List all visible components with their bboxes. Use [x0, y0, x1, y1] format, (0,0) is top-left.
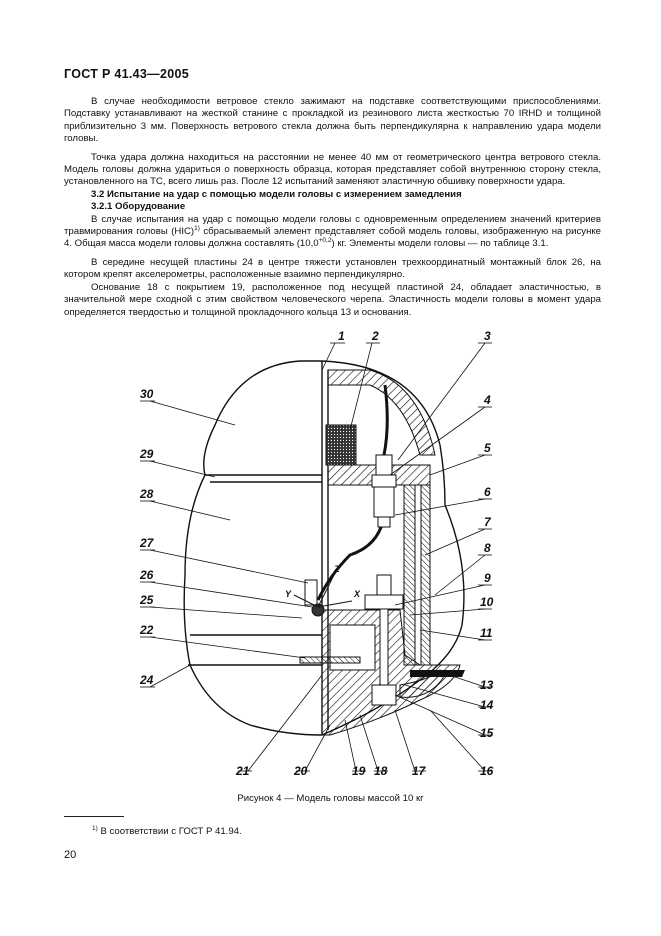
section-heading: 3.2 Испытание на удар с помощью модели головы с измерением замедления: [91, 188, 462, 200]
part-label: 3: [484, 329, 491, 343]
axis-x-label: X: [354, 589, 361, 599]
part-label: 8: [484, 541, 491, 555]
part-label: 4: [484, 393, 491, 407]
part-label: 25: [140, 593, 154, 607]
axis-y-label: Y: [285, 589, 292, 599]
leader-lines: [140, 343, 492, 771]
paragraph: Основание 18 с покрытием 19, расположенное под несущей пластиной 24, обладает эластичностью, в значительной мере сходной с этим свойством человеческого черепа. Эластичность модели головы в момент удара определяется твердостью и толщиной прокладочного кольца 13 и основания.: [64, 281, 601, 318]
part-label: 20: [294, 764, 308, 778]
part-label: 6: [484, 485, 491, 499]
part-label: 1: [338, 329, 345, 343]
carrier-plate: [300, 657, 360, 663]
part-label: 21: [236, 764, 250, 778]
paragraph: В случае необходимости ветровое стекло зажимают на подставке соответствующими приспособлениями. Подставку устанавливают на жесткой станине с прокладкой из резинового листа жесткостью 70 IRHD и толщиной приблизительно 3 мм. Поверхность ветрового стекла должна быть перпендикулярна к направлению удара модели головы.: [64, 96, 601, 145]
figure-caption: Рисунок 4 — Модель головы массой 10 кг: [237, 793, 424, 804]
part-label: 18: [374, 764, 388, 778]
part-label: 27: [140, 536, 154, 550]
part-label: 2: [372, 329, 379, 343]
part-label: 10: [480, 595, 494, 609]
mounting-block: [305, 580, 324, 616]
part-label: 15: [480, 726, 494, 740]
part-label: 14: [480, 698, 494, 712]
footnote-divider: [64, 816, 124, 817]
part-label: 19: [352, 764, 366, 778]
footnote: $^{1)}$ В соответствии с ГОСТ Р 41.94.: [92, 824, 242, 837]
part-label: 29: [140, 447, 154, 461]
part-label: 13: [480, 678, 494, 692]
connector: [372, 455, 396, 527]
part-label: 24: [140, 673, 154, 687]
paragraph: Точка удара должна находиться на расстоянии не менее 40 мм от геометрического центра ветрового стекла. Модель головы должна удариться о поверхность образца, которая представляет собой внутреннюю сторону стекла, установленного на ТС, всего лишь раз. После 12 испытаний заменяют эластичную обшивку поверхности удара.: [64, 151, 601, 188]
subsection-heading: 3.2.1 Оборудование: [91, 201, 186, 213]
part-label: 11: [480, 626, 493, 640]
part-label: 28: [140, 487, 154, 501]
part-label: 17: [412, 764, 426, 778]
sensor-block: [326, 425, 356, 465]
axis-z-label: Z: [334, 564, 340, 574]
part-label: 26: [140, 568, 154, 582]
part-label: 16: [480, 764, 494, 778]
part-label: 30: [140, 387, 154, 401]
body-text: [64, 96, 601, 319]
part-label: 9: [484, 571, 491, 585]
document-header: ГОСТ Р 41.43—2005: [64, 67, 189, 81]
part-label: 22: [140, 623, 154, 637]
headform-drawing: [0, 325, 661, 790]
paragraph: В середине несущей пластины 24 в центре тяжести установлен трехкоординатный монтажный блок 26, на котором крепят акселерометры, расположенные взаимно перпендикулярно.: [64, 256, 601, 281]
part-label: 7: [484, 515, 491, 529]
part-label: 5: [484, 441, 491, 455]
page-number: 20: [64, 849, 77, 861]
paragraph: В случае испытания на удар с помощью модели головы с одновременным определением значений критериев травмирования головы (HIC)$^{1)}$ сбрасываемый элемент представляет собой модель головы, изображенную на рисунке 4. Общая масса модели головы должна составлять $(10,0^{+0,2})$ кг. Элементы модели головы — по таблице 3.1.: [64, 213, 602, 250]
